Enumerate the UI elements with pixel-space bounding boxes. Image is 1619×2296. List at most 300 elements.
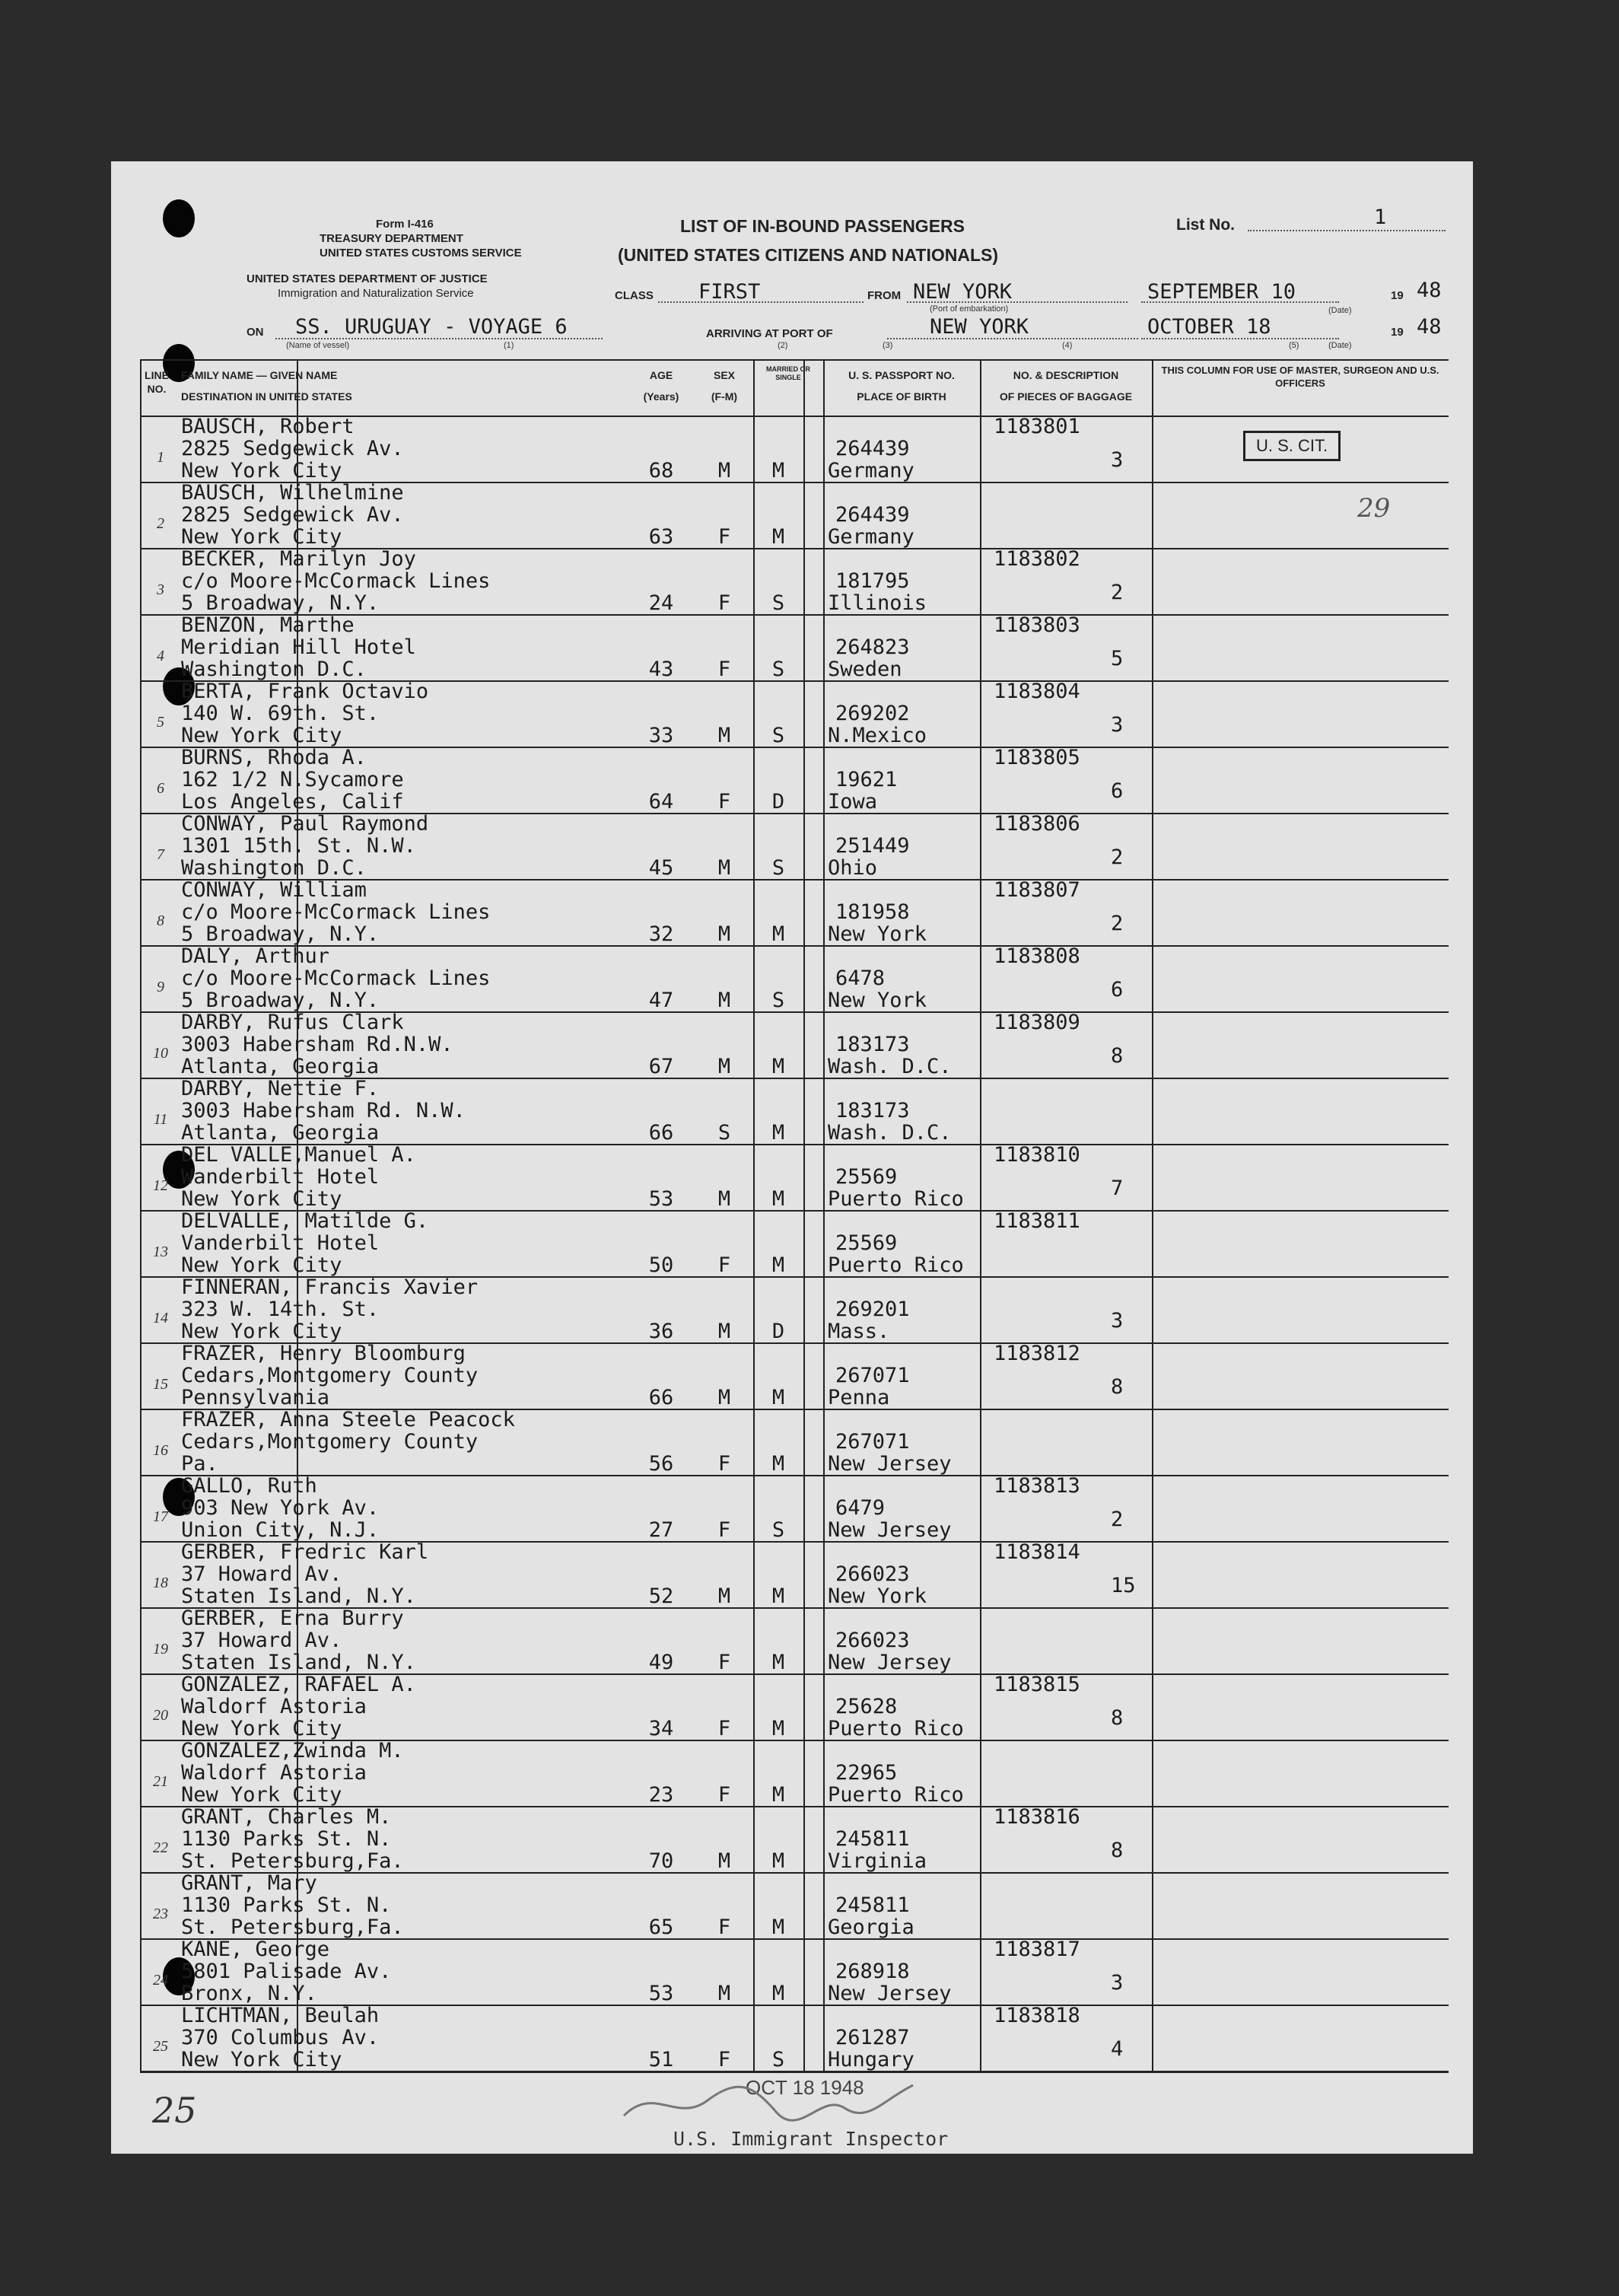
table-row bbox=[140, 680, 1449, 747]
passenger-marital: D bbox=[771, 790, 785, 814]
passport-number: 25569 bbox=[835, 1231, 898, 1255]
birth-place: Illinois bbox=[828, 591, 927, 615]
departure-year: 48 bbox=[1417, 279, 1442, 302]
table-row bbox=[140, 1276, 1449, 1342]
passenger-address: 37 Howard Av. bbox=[181, 1629, 342, 1652]
passenger-marital: D bbox=[771, 1320, 785, 1343]
col-birth-header: PLACE OF BIRTH bbox=[857, 390, 946, 403]
passenger-city: 5 Broadway, N.Y. bbox=[181, 922, 380, 946]
baggage-tag: 1183814 bbox=[994, 1540, 1080, 1564]
passport-number: 181795 bbox=[835, 569, 910, 593]
table-row bbox=[140, 1806, 1449, 1872]
table-row bbox=[140, 813, 1449, 879]
passenger-marital: M bbox=[771, 1783, 785, 1807]
passenger-marital: S bbox=[771, 989, 785, 1012]
line-number: 22 bbox=[153, 1839, 168, 1856]
birth-place: Puerto Rico bbox=[828, 1187, 964, 1211]
passenger-city: Washington D.C. bbox=[181, 658, 367, 681]
passenger-age: 56 bbox=[648, 1452, 674, 1476]
passenger-name: DEL VALLE,Manuel A. bbox=[181, 1143, 416, 1167]
passenger-marital: M bbox=[771, 1717, 785, 1740]
passenger-age: 43 bbox=[648, 658, 674, 681]
birth-place: Hungary bbox=[828, 2048, 914, 2071]
passport-number: 245811 bbox=[835, 1827, 910, 1851]
passenger-city: Pa. bbox=[181, 1452, 218, 1476]
line-number: 14 bbox=[153, 1310, 168, 1326]
departure-date: SEPTEMBER 10 bbox=[1147, 280, 1296, 304]
passenger-age: 65 bbox=[648, 1915, 674, 1939]
table-row bbox=[140, 1475, 1449, 1541]
passenger-city: Staten Island, N.Y. bbox=[181, 1584, 416, 1608]
year-prefix-2: 19 bbox=[1391, 326, 1404, 339]
passenger-sex: M bbox=[717, 724, 731, 747]
table-row bbox=[140, 1210, 1449, 1276]
baggage-tag: 1183812 bbox=[994, 1342, 1080, 1365]
dept-customs: UNITED STATES CUSTOMS SERVICE bbox=[320, 247, 522, 260]
vessel-name: SS. URUGUAY - VOYAGE 6 bbox=[295, 315, 568, 339]
col-married-header: MARRIED OR SINGLE bbox=[766, 365, 810, 381]
passenger-address: Waldorf Astoria bbox=[181, 1695, 367, 1718]
passenger-city: New York City bbox=[181, 459, 342, 482]
passenger-name: DARBY, Nettie F. bbox=[181, 1077, 380, 1100]
passenger-sex: F bbox=[717, 1518, 731, 1542]
passenger-marital: M bbox=[771, 1982, 785, 2005]
col-officers-header: THIS COLUMN FOR USE OF MASTER, SURGEON AND U.S. OFFICERS bbox=[1161, 365, 1439, 389]
birth-place: Germany bbox=[828, 525, 914, 549]
baggage-tag: 1183813 bbox=[994, 1474, 1080, 1498]
baggage-tag: 1183806 bbox=[994, 812, 1080, 836]
arrival-date: OCTOBER 18 bbox=[1147, 315, 1271, 339]
baggage-pieces: 4 bbox=[1111, 2037, 1124, 2061]
form-subtitle: (UNITED STATES CITIZENS AND NATIONALS) bbox=[618, 245, 999, 265]
table-row bbox=[140, 945, 1449, 1011]
passenger-sex: M bbox=[717, 856, 731, 880]
passenger-address: c/o Moore-McCormack Lines bbox=[181, 569, 491, 593]
form-title: LIST OF IN-BOUND PASSENGERS bbox=[680, 216, 965, 236]
passenger-address: Cedars,Montgomery County bbox=[181, 1364, 479, 1387]
passenger-marital: S bbox=[771, 658, 785, 681]
passenger-age: 49 bbox=[648, 1651, 674, 1674]
table-row bbox=[140, 1409, 1449, 1475]
passenger-name: GONZALEZ, RAFAEL A. bbox=[181, 1673, 416, 1696]
passenger-age: 53 bbox=[648, 1187, 674, 1211]
passenger-sex: F bbox=[717, 1253, 731, 1277]
passport-number: 19621 bbox=[835, 768, 898, 791]
baggage-pieces: 8 bbox=[1111, 1375, 1124, 1399]
passenger-city: New York City bbox=[181, 2048, 342, 2071]
baggage-tag: 1183805 bbox=[994, 746, 1080, 769]
table-row bbox=[140, 1078, 1449, 1144]
inspector-label: U.S. Immigrant Inspector bbox=[673, 2128, 949, 2150]
baggage-pieces: 3 bbox=[1111, 713, 1124, 737]
passenger-city: Pennsylvania bbox=[181, 1386, 330, 1409]
passenger-sex: F bbox=[717, 1717, 731, 1740]
passenger-marital: S bbox=[771, 2048, 785, 2071]
passport-number: 268918 bbox=[835, 1960, 910, 1983]
passport-number: 183173 bbox=[835, 1033, 910, 1056]
baggage-pieces: 8 bbox=[1111, 1839, 1124, 1862]
date-note: (Date) bbox=[1328, 306, 1352, 315]
passenger-name: BECKER, Marilyn Joy bbox=[181, 547, 416, 571]
passenger-marital: S bbox=[771, 856, 785, 880]
col-baggage-sub: OF PIECES OF BAGGAGE bbox=[999, 390, 1133, 403]
passport-number: 266023 bbox=[835, 1562, 910, 1586]
birth-place: Penna bbox=[828, 1386, 890, 1409]
baggage-tag: 1183801 bbox=[994, 415, 1080, 438]
line-number: 3 bbox=[157, 581, 164, 598]
table-row bbox=[140, 1144, 1449, 1210]
passenger-sex: M bbox=[717, 1055, 731, 1078]
passenger-table bbox=[140, 359, 1449, 2071]
passenger-marital: M bbox=[771, 1253, 785, 1277]
col-age-sub: (Years) bbox=[643, 390, 679, 403]
baggage-tag: 1183815 bbox=[994, 1673, 1080, 1696]
birth-place: Iowa bbox=[828, 790, 878, 814]
table-row bbox=[140, 879, 1449, 945]
on-label: ON bbox=[247, 326, 264, 339]
passenger-address: 323 W. 14th. St. bbox=[181, 1298, 380, 1321]
birth-place: Wash. D.C. bbox=[828, 1121, 952, 1145]
passport-number: 267071 bbox=[835, 1430, 910, 1454]
passenger-name: GRANT, Charles M. bbox=[181, 1805, 392, 1829]
birth-place: New York bbox=[828, 989, 927, 1012]
table-row bbox=[140, 1342, 1449, 1409]
passenger-marital: M bbox=[771, 1187, 785, 1211]
passenger-name: GERBER, Erna Burry bbox=[181, 1607, 404, 1630]
passenger-name: GERBER, Fredric Karl bbox=[181, 1540, 429, 1564]
passenger-age: 63 bbox=[648, 525, 674, 549]
passport-number: 25569 bbox=[835, 1165, 898, 1189]
passenger-marital: S bbox=[771, 724, 785, 747]
baggage-tag: 1183810 bbox=[994, 1143, 1080, 1167]
passenger-age: 45 bbox=[648, 856, 674, 880]
passenger-age: 64 bbox=[648, 790, 674, 814]
passenger-marital: M bbox=[771, 525, 785, 549]
passenger-marital: M bbox=[771, 1055, 785, 1078]
birth-place: Puerto Rico bbox=[828, 1253, 964, 1277]
passenger-age: 36 bbox=[648, 1320, 674, 1343]
col-sex-sub: (F-M) bbox=[711, 390, 738, 403]
passenger-city: 5 Broadway, N.Y. bbox=[181, 591, 380, 615]
passenger-address: 3003 Habersham Rd.N.W. bbox=[181, 1033, 453, 1056]
birth-place: Virginia bbox=[828, 1849, 927, 1873]
inspector-signature bbox=[609, 2070, 928, 2131]
table-row bbox=[140, 1011, 1449, 1078]
baggage-pieces: 2 bbox=[1111, 912, 1124, 935]
passenger-address: 903 New York Av. bbox=[181, 1496, 380, 1520]
passenger-name: GRANT, Mary bbox=[181, 1871, 317, 1895]
line-number: 5 bbox=[157, 714, 164, 731]
table-row bbox=[140, 1938, 1449, 2005]
birth-place: N.Mexico bbox=[828, 724, 927, 747]
passenger-age: 51 bbox=[648, 2048, 674, 2071]
passenger-age: 66 bbox=[648, 1121, 674, 1145]
birth-place: New York bbox=[828, 922, 927, 946]
passenger-age: 66 bbox=[648, 1386, 674, 1409]
table-row bbox=[140, 1740, 1449, 1806]
baggage-pieces: 7 bbox=[1111, 1177, 1124, 1200]
passenger-city: St. Petersburg,Fa. bbox=[181, 1849, 404, 1873]
from-port: NEW YORK bbox=[913, 280, 1013, 304]
passenger-name: DELVALLE, Matilde G. bbox=[181, 1209, 429, 1233]
class-value: FIRST bbox=[698, 280, 761, 304]
passenger-city: St. Petersburg,Fa. bbox=[181, 1915, 404, 1939]
birth-place: Puerto Rico bbox=[828, 1717, 964, 1740]
passenger-name: KANE, George bbox=[181, 1938, 330, 1961]
passenger-sex: M bbox=[717, 1386, 731, 1409]
passenger-marital: S bbox=[771, 591, 785, 615]
passport-number: 6478 bbox=[835, 966, 886, 990]
baggage-pieces: 8 bbox=[1111, 1044, 1124, 1068]
passenger-name: FRAZER, Anna Steele Peacock bbox=[181, 1408, 515, 1431]
table-row bbox=[140, 1673, 1449, 1740]
table-row bbox=[140, 614, 1449, 680]
col-ref-5: (5) bbox=[1289, 341, 1299, 350]
passport-number: 6479 bbox=[835, 1496, 886, 1520]
passenger-age: 27 bbox=[648, 1518, 674, 1542]
passenger-sex: M bbox=[717, 1584, 731, 1608]
passenger-sex: F bbox=[717, 1651, 731, 1674]
passenger-sex: F bbox=[717, 1915, 731, 1939]
passenger-address: Meridian Hill Hotel bbox=[181, 635, 416, 659]
passenger-name: FRAZER, Henry Bloomburg bbox=[181, 1342, 466, 1365]
passport-number: 181958 bbox=[835, 900, 910, 924]
line-number: 6 bbox=[157, 780, 164, 797]
table-row bbox=[140, 2005, 1449, 2071]
birth-place: New Jersey bbox=[828, 1651, 952, 1674]
passenger-address: 2825 Sedgewick Av. bbox=[181, 503, 404, 527]
line-number: 19 bbox=[153, 1641, 168, 1658]
dept-justice: UNITED STATES DEPARTMENT OF JUSTICE bbox=[247, 272, 488, 285]
passenger-marital: M bbox=[771, 459, 785, 482]
line-number: 12 bbox=[153, 1177, 168, 1194]
passenger-name: CONWAY, Paul Raymond bbox=[181, 812, 429, 836]
year-prefix: 19 bbox=[1391, 289, 1404, 302]
form-number: Form I-416 bbox=[376, 218, 434, 231]
birth-place: Puerto Rico bbox=[828, 1783, 964, 1807]
list-number: 1 bbox=[1374, 205, 1387, 229]
line-number: 20 bbox=[153, 1707, 168, 1724]
passenger-address: 1130 Parks St. N. bbox=[181, 1893, 392, 1917]
officers-note: 29 bbox=[1357, 493, 1391, 524]
passport-number: 22965 bbox=[835, 1761, 898, 1785]
line-number: 18 bbox=[153, 1575, 168, 1591]
passenger-name: GONZALEZ,Zwinda M. bbox=[181, 1739, 404, 1763]
passenger-marital: M bbox=[771, 1452, 785, 1476]
passenger-city: New York City bbox=[181, 724, 342, 747]
table-row bbox=[140, 482, 1449, 548]
line-number: 16 bbox=[153, 1442, 168, 1459]
dept-immigration: Immigration and Naturalization Service bbox=[278, 287, 474, 300]
from-label: FROM bbox=[867, 289, 902, 302]
col-passport-header: U. S. PASSPORT NO. bbox=[848, 369, 955, 381]
dept-treasury: TREASURY DEPARTMENT bbox=[320, 232, 463, 245]
line-number: 23 bbox=[153, 1906, 168, 1922]
passenger-address: 37 Howard Av. bbox=[181, 1562, 342, 1586]
baggage-pieces: 8 bbox=[1111, 1706, 1124, 1730]
baggage-tag: 1183817 bbox=[994, 1938, 1080, 1961]
baggage-tag: 1183807 bbox=[994, 878, 1080, 902]
col-dest-header: DESTINATION IN UNITED STATES bbox=[181, 390, 352, 403]
passport-number: 264823 bbox=[835, 635, 910, 659]
passenger-age: 67 bbox=[648, 1055, 674, 1078]
embark-note: (Port of embarkation) bbox=[930, 304, 1009, 314]
passenger-address: c/o Moore-McCormack Lines bbox=[181, 966, 491, 990]
passenger-sex: M bbox=[717, 1982, 731, 2005]
baggage-tag: 1183816 bbox=[994, 1805, 1080, 1829]
baggage-pieces: 3 bbox=[1111, 1309, 1124, 1333]
passenger-city: Staten Island, N.Y. bbox=[181, 1651, 416, 1674]
passenger-address: c/o Moore-McCormack Lines bbox=[181, 900, 491, 924]
margin-mark: 25 bbox=[152, 2090, 197, 2131]
baggage-pieces: 2 bbox=[1111, 581, 1124, 604]
col-ref-3: (3) bbox=[883, 341, 893, 350]
passenger-address: Waldorf Astoria bbox=[181, 1761, 367, 1785]
passenger-city: New York City bbox=[181, 1320, 342, 1343]
birth-place: Mass. bbox=[828, 1320, 890, 1343]
baggage-tag: 1183802 bbox=[994, 547, 1080, 571]
passport-number: 266023 bbox=[835, 1629, 910, 1652]
line-number: 21 bbox=[153, 1773, 168, 1790]
passenger-address: 140 W. 69th. St. bbox=[181, 702, 380, 725]
passenger-name: GALLO, Ruth bbox=[181, 1474, 317, 1498]
passenger-city: New York City bbox=[181, 1187, 342, 1211]
baggage-pieces: 6 bbox=[1111, 779, 1124, 803]
passenger-address: 1301 15th. St. N.W. bbox=[181, 834, 416, 858]
passenger-age: 47 bbox=[648, 989, 674, 1012]
passenger-marital: M bbox=[771, 1849, 785, 1873]
col-line-header: LINE NO. bbox=[145, 369, 169, 395]
inspection-date-stamp: OCT 18 1948 bbox=[746, 2076, 864, 2099]
class-label: CLASS bbox=[615, 289, 654, 302]
date-note-2: (Date) bbox=[1328, 341, 1352, 350]
line-number: 4 bbox=[157, 648, 164, 664]
passenger-address: 5801 Palisade Av. bbox=[181, 1960, 392, 1983]
line-number: 1 bbox=[157, 449, 164, 466]
table-row bbox=[140, 1541, 1449, 1607]
passenger-city: Bronx, N.Y. bbox=[181, 1982, 317, 2005]
passport-number: 251449 bbox=[835, 834, 910, 858]
passenger-marital: M bbox=[771, 1651, 785, 1674]
passport-number: 267071 bbox=[835, 1364, 910, 1387]
birth-place: Georgia bbox=[828, 1915, 914, 1939]
passport-number: 25628 bbox=[835, 1695, 898, 1718]
vessel-note: (Name of vessel) bbox=[286, 341, 350, 350]
passenger-city: New York City bbox=[181, 1717, 342, 1740]
passenger-city: Atlanta, Georgia bbox=[181, 1121, 380, 1145]
line-number: 24 bbox=[153, 1972, 168, 1989]
passenger-sex: M bbox=[717, 1187, 731, 1211]
baggage-tag: 1183818 bbox=[994, 2004, 1080, 2027]
birth-place: Sweden bbox=[828, 658, 902, 681]
passenger-age: 70 bbox=[648, 1849, 674, 1873]
col-name-header: FAMILY NAME — GIVEN NAME bbox=[181, 369, 338, 381]
baggage-pieces: 3 bbox=[1111, 448, 1124, 472]
line-number: 25 bbox=[153, 2038, 168, 2055]
baggage-tag: 1183804 bbox=[994, 680, 1080, 703]
baggage-pieces: 2 bbox=[1111, 845, 1124, 869]
passenger-name: CONWAY, William bbox=[181, 878, 367, 902]
passenger-city: New York City bbox=[181, 525, 342, 549]
passport-number: 264439 bbox=[835, 503, 910, 527]
passenger-city: 5 Broadway, N.Y. bbox=[181, 989, 380, 1012]
line-number: 7 bbox=[157, 846, 164, 863]
passenger-name: DARBY, Rufus Clark bbox=[181, 1011, 404, 1034]
passenger-sex: M bbox=[717, 1849, 731, 1873]
passenger-sex: F bbox=[717, 658, 731, 681]
col-ref-4: (4) bbox=[1062, 341, 1073, 350]
line-number: 9 bbox=[157, 979, 164, 995]
passenger-sex: F bbox=[717, 1452, 731, 1476]
line-number: 13 bbox=[153, 1244, 168, 1260]
passport-number: 264439 bbox=[835, 437, 910, 460]
passenger-name: BAUSCH, Wilhelmine bbox=[181, 481, 404, 505]
passenger-age: 50 bbox=[648, 1253, 674, 1277]
passenger-age: 34 bbox=[648, 1717, 674, 1740]
passenger-age: 24 bbox=[648, 591, 674, 615]
line-number: 2 bbox=[157, 515, 164, 532]
passport-number: 245811 bbox=[835, 1893, 910, 1917]
passenger-city: Union City, N.J. bbox=[181, 1518, 380, 1542]
passenger-sex: F bbox=[717, 525, 731, 549]
birth-place: New Jersey bbox=[828, 1518, 952, 1542]
passenger-marital: M bbox=[771, 1584, 785, 1608]
passenger-city: New York City bbox=[181, 1783, 342, 1807]
table-row bbox=[140, 1607, 1449, 1673]
birth-place: Wash. D.C. bbox=[828, 1055, 952, 1078]
passenger-city: Los Angeles, Calif bbox=[181, 790, 404, 814]
baggage-pieces: 15 bbox=[1111, 1574, 1136, 1597]
arrival-year: 48 bbox=[1417, 315, 1442, 339]
passport-number: 183173 bbox=[835, 1099, 910, 1123]
passenger-address: 3003 Habersham Rd. N.W. bbox=[181, 1099, 466, 1123]
line-number: 10 bbox=[153, 1045, 168, 1062]
passenger-sex: M bbox=[717, 922, 731, 946]
passport-number: 269201 bbox=[835, 1298, 910, 1321]
baggage-pieces: 6 bbox=[1111, 978, 1124, 1002]
passenger-age: 53 bbox=[648, 1982, 674, 2005]
line-number: 11 bbox=[153, 1111, 168, 1128]
birth-place: New Jersey bbox=[828, 1452, 952, 1476]
passenger-city: Atlanta, Georgia bbox=[181, 1055, 380, 1078]
punch-hole bbox=[163, 199, 195, 237]
passenger-sex: M bbox=[717, 1320, 731, 1343]
passenger-age: 52 bbox=[648, 1584, 674, 1608]
birth-place: Ohio bbox=[828, 856, 878, 880]
passenger-address: 370 Columbus Av. bbox=[181, 2026, 380, 2049]
us-citizen-stamp: U. S. CIT. bbox=[1243, 431, 1341, 461]
col-sex-header: SEX bbox=[713, 369, 735, 381]
class-dotline bbox=[658, 301, 864, 303]
col-ref-2: (2) bbox=[778, 341, 788, 350]
passenger-age: 32 bbox=[648, 922, 674, 946]
table-row bbox=[140, 1872, 1449, 1938]
list-label: List No. bbox=[1176, 216, 1235, 234]
baggage-tag: 1183803 bbox=[994, 613, 1080, 637]
col-ref-1: (1) bbox=[504, 341, 514, 350]
passenger-address: 162 1/2 N.Sycamore bbox=[181, 768, 404, 791]
baggage-tag: 1183811 bbox=[994, 1209, 1080, 1233]
table-row bbox=[140, 548, 1449, 614]
passenger-name: BURNS, Rhoda A. bbox=[181, 746, 367, 769]
passenger-marital: M bbox=[771, 1386, 785, 1409]
passenger-sex: M bbox=[717, 459, 731, 482]
passenger-name: BERTA, Frank Octavio bbox=[181, 680, 429, 703]
table-row bbox=[140, 747, 1449, 813]
baggage-pieces: 5 bbox=[1111, 647, 1124, 670]
passenger-age: 23 bbox=[648, 1783, 674, 1807]
line-number: 8 bbox=[157, 912, 164, 929]
